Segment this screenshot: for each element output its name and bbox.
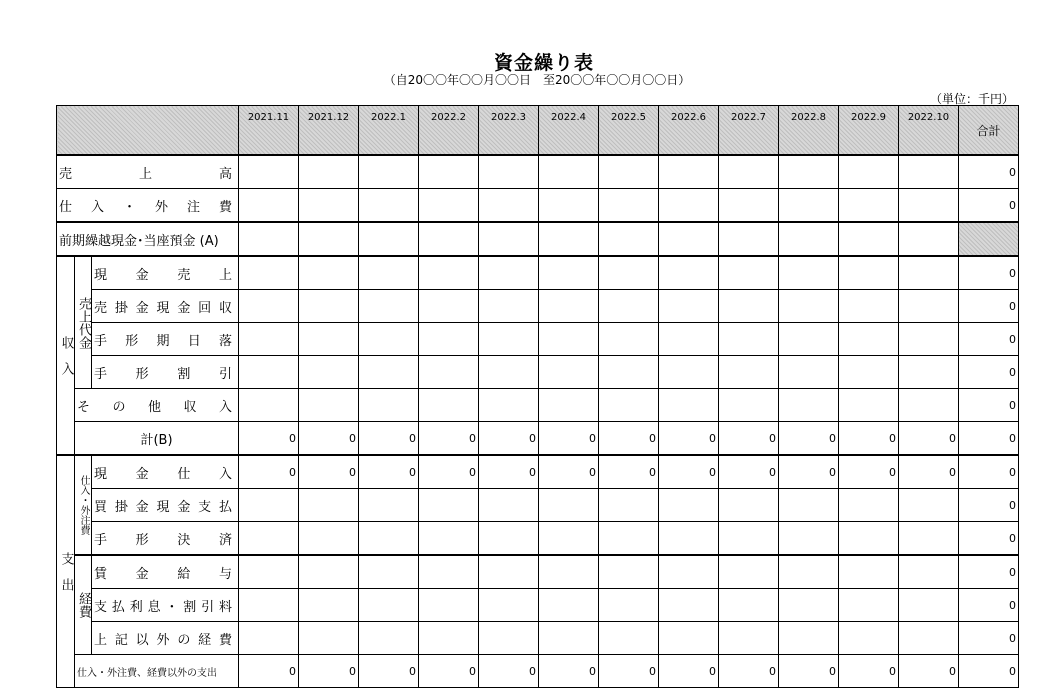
value-cell[interactable]: [419, 356, 479, 389]
value-cell[interactable]: [659, 155, 719, 189]
value-cell[interactable]: [779, 256, 839, 290]
value-cell[interactable]: 0: [359, 655, 419, 688]
value-cell[interactable]: [359, 522, 419, 556]
value-cell[interactable]: [899, 155, 959, 189]
month-header: 2021.12: [299, 106, 359, 156]
value-cell[interactable]: [419, 522, 479, 556]
month-header: 2022.5: [599, 106, 659, 156]
value-cell[interactable]: [539, 489, 599, 522]
value-cell[interactable]: [299, 290, 359, 323]
value-cell[interactable]: [839, 290, 899, 323]
unit-label: （単位：千円）: [929, 92, 1014, 106]
value-cell[interactable]: [299, 589, 359, 622]
value-cell[interactable]: [599, 522, 659, 556]
value-cell[interactable]: [419, 189, 479, 223]
value-cell[interactable]: 0: [899, 655, 959, 688]
value-cell[interactable]: [659, 189, 719, 223]
value-cell[interactable]: 0: [659, 422, 719, 456]
value-cell[interactable]: [899, 522, 959, 556]
value-cell[interactable]: [719, 256, 779, 290]
total-cell[interactable]: 0: [959, 589, 1019, 622]
row-income_total: [57, 422, 1019, 456]
total-cell[interactable]: 0: [959, 522, 1019, 556]
total-cell[interactable]: 0: [959, 555, 1019, 589]
value-cell[interactable]: [539, 522, 599, 556]
value-cell[interactable]: [719, 290, 779, 323]
value-cell[interactable]: [479, 155, 539, 189]
value-cell[interactable]: [419, 290, 479, 323]
row-non_purchase_expense: [57, 655, 1019, 688]
row-other_income: [57, 389, 1019, 422]
value-cell[interactable]: [299, 155, 359, 189]
row-label: 売掛金現金回収: [92, 290, 239, 323]
row-other_expense: [57, 622, 1019, 655]
value-cell[interactable]: 0: [899, 422, 959, 456]
value-cell[interactable]: [299, 555, 359, 589]
value-cell[interactable]: [539, 555, 599, 589]
value-cell[interactable]: [719, 622, 779, 655]
row-purchase: [57, 189, 1019, 223]
month-header: 2022.3: [479, 106, 539, 156]
value-cell[interactable]: [479, 622, 539, 655]
value-cell[interactable]: [599, 356, 659, 389]
value-cell[interactable]: 0: [239, 422, 299, 456]
value-cell[interactable]: [359, 323, 419, 356]
value-cell[interactable]: [599, 589, 659, 622]
value-cell[interactable]: [659, 489, 719, 522]
value-cell[interactable]: [659, 290, 719, 323]
row-label: 手 形 決 済: [92, 522, 239, 556]
value-cell[interactable]: [239, 389, 299, 422]
total-cell[interactable]: 0: [959, 323, 1019, 356]
value-cell[interactable]: [839, 356, 899, 389]
value-cell[interactable]: [779, 290, 839, 323]
period-subtitle: （自20〇〇年〇〇月〇〇日 至20〇〇年〇〇月〇〇日）: [383, 73, 691, 87]
value-cell[interactable]: [539, 256, 599, 290]
value-cell[interactable]: [539, 323, 599, 356]
value-cell[interactable]: [419, 323, 479, 356]
row-label: 現 金 売 上: [92, 256, 239, 290]
month-header: 2022.10: [899, 106, 959, 156]
value-cell[interactable]: [899, 290, 959, 323]
value-cell[interactable]: 0: [539, 422, 599, 456]
value-cell[interactable]: [899, 389, 959, 422]
expense-purchase-group-label: 仕入・外注費: [75, 455, 92, 555]
value-cell[interactable]: [599, 290, 659, 323]
value-cell[interactable]: [779, 222, 839, 256]
row-cash_purchase: [57, 455, 1019, 489]
income-sales-group-label: 売上代金: [75, 256, 92, 389]
value-cell[interactable]: [719, 189, 779, 223]
month-header: 2022.7: [719, 106, 779, 156]
value-cell[interactable]: [359, 389, 419, 422]
value-cell[interactable]: [359, 622, 419, 655]
value-cell[interactable]: 0: [839, 422, 899, 456]
value-cell[interactable]: 0: [479, 455, 539, 489]
value-cell[interactable]: 0: [599, 422, 659, 456]
value-cell[interactable]: [239, 555, 299, 589]
value-cell[interactable]: [839, 489, 899, 522]
value-cell[interactable]: 0: [719, 655, 779, 688]
value-cell[interactable]: [299, 189, 359, 223]
value-cell[interactable]: 0: [719, 455, 779, 489]
value-cell[interactable]: [299, 356, 359, 389]
value-cell[interactable]: [419, 555, 479, 589]
value-cell[interactable]: 0: [239, 455, 299, 489]
value-cell[interactable]: [779, 356, 839, 389]
row-label: 前期繰越現金･当座預金 (A): [57, 222, 239, 256]
value-cell[interactable]: [419, 489, 479, 522]
value-cell[interactable]: [419, 589, 479, 622]
expense-group-label: 経費: [75, 555, 92, 655]
total-cell[interactable]: 0: [959, 155, 1019, 189]
row-label: 現 金 仕 入: [92, 455, 239, 489]
value-cell[interactable]: [659, 256, 719, 290]
value-cell[interactable]: [719, 222, 779, 256]
value-cell[interactable]: [539, 155, 599, 189]
value-cell[interactable]: [899, 323, 959, 356]
value-cell[interactable]: [599, 256, 659, 290]
total-cell[interactable]: [959, 222, 1019, 256]
total-cell[interactable]: 0: [959, 655, 1019, 688]
value-cell[interactable]: [779, 522, 839, 556]
value-cell[interactable]: 0: [239, 655, 299, 688]
value-cell[interactable]: [839, 389, 899, 422]
value-cell[interactable]: [239, 222, 299, 256]
value-cell[interactable]: [359, 589, 419, 622]
value-cell[interactable]: [719, 323, 779, 356]
total-cell[interactable]: 0: [959, 455, 1019, 489]
value-cell[interactable]: [479, 256, 539, 290]
total-cell[interactable]: 0: [959, 489, 1019, 522]
row-label: 買掛金現金支払: [92, 489, 239, 522]
total-cell[interactable]: 0: [959, 389, 1019, 422]
value-cell[interactable]: [719, 489, 779, 522]
value-cell[interactable]: [719, 155, 779, 189]
value-cell[interactable]: [839, 155, 899, 189]
value-cell[interactable]: [599, 489, 659, 522]
value-cell[interactable]: [239, 489, 299, 522]
row-cash_sales: [57, 256, 1019, 290]
value-cell[interactable]: [359, 489, 419, 522]
month-header: 2022.4: [539, 106, 599, 156]
value-cell[interactable]: [779, 323, 839, 356]
total-cell[interactable]: 0: [959, 422, 1019, 456]
value-cell[interactable]: [239, 589, 299, 622]
value-cell[interactable]: [479, 522, 539, 556]
value-cell[interactable]: [779, 489, 839, 522]
value-cell[interactable]: [239, 155, 299, 189]
value-cell[interactable]: 0: [779, 455, 839, 489]
row-label: 賃 金 給 与: [92, 555, 239, 589]
income-section-label: 収 入: [57, 256, 75, 455]
value-cell[interactable]: [779, 555, 839, 589]
value-cell[interactable]: [839, 256, 899, 290]
page-title: 資金繰り表: [493, 52, 594, 74]
value-cell[interactable]: [899, 555, 959, 589]
row-label: 手 形 期 日 落: [92, 323, 239, 356]
value-cell[interactable]: 0: [419, 455, 479, 489]
value-cell[interactable]: [659, 222, 719, 256]
value-cell[interactable]: [239, 522, 299, 556]
row-sales: [57, 155, 1019, 189]
value-cell[interactable]: [539, 222, 599, 256]
value-cell[interactable]: 0: [839, 655, 899, 688]
value-cell[interactable]: [479, 555, 539, 589]
month-header: 2021.11: [239, 106, 299, 156]
month-header: 2022.1: [359, 106, 419, 156]
total-cell[interactable]: 0: [959, 256, 1019, 290]
row-receivable_collection: [57, 290, 1019, 323]
value-cell[interactable]: [299, 622, 359, 655]
value-cell[interactable]: [779, 622, 839, 655]
value-cell[interactable]: [479, 323, 539, 356]
row-wages: [57, 555, 1019, 589]
value-cell[interactable]: 0: [779, 655, 839, 688]
header-corner: [57, 106, 239, 156]
value-cell[interactable]: [239, 323, 299, 356]
value-cell[interactable]: [359, 555, 419, 589]
value-cell[interactable]: [899, 222, 959, 256]
value-cell[interactable]: [659, 622, 719, 655]
value-cell[interactable]: [419, 622, 479, 655]
value-cell[interactable]: 0: [599, 655, 659, 688]
value-cell[interactable]: [299, 389, 359, 422]
value-cell[interactable]: [299, 489, 359, 522]
value-cell[interactable]: [299, 323, 359, 356]
value-cell[interactable]: [479, 389, 539, 422]
value-cell[interactable]: 0: [539, 655, 599, 688]
row-bill_discount: [57, 356, 1019, 389]
value-cell[interactable]: [659, 589, 719, 622]
value-cell[interactable]: 0: [419, 655, 479, 688]
value-cell[interactable]: [539, 589, 599, 622]
value-cell[interactable]: 0: [659, 455, 719, 489]
value-cell[interactable]: [899, 489, 959, 522]
value-cell[interactable]: [419, 155, 479, 189]
value-cell[interactable]: 0: [839, 455, 899, 489]
row-carryover: [57, 222, 1019, 256]
value-cell[interactable]: [479, 356, 539, 389]
row-payable_payment: [57, 489, 1019, 522]
value-cell[interactable]: [659, 522, 719, 556]
value-cell[interactable]: 0: [599, 455, 659, 489]
value-cell[interactable]: [539, 290, 599, 323]
value-cell[interactable]: [899, 589, 959, 622]
value-cell[interactable]: [479, 189, 539, 223]
month-header: 2022.6: [659, 106, 719, 156]
header-row: [57, 106, 1019, 156]
value-cell[interactable]: 0: [899, 455, 959, 489]
value-cell[interactable]: [599, 555, 659, 589]
value-cell[interactable]: [659, 555, 719, 589]
month-header: 2022.8: [779, 106, 839, 156]
value-cell[interactable]: [539, 356, 599, 389]
value-cell[interactable]: [419, 389, 479, 422]
value-cell[interactable]: [899, 356, 959, 389]
value-cell[interactable]: [839, 189, 899, 223]
value-cell[interactable]: [779, 589, 839, 622]
value-cell[interactable]: [659, 389, 719, 422]
cashflow-table: [56, 105, 1019, 688]
value-cell[interactable]: [299, 256, 359, 290]
value-cell[interactable]: [719, 555, 779, 589]
value-cell[interactable]: [599, 155, 659, 189]
row-label: そ の 他 収 入: [75, 389, 239, 422]
value-cell[interactable]: [839, 222, 899, 256]
value-cell[interactable]: [299, 522, 359, 556]
value-cell[interactable]: [599, 389, 659, 422]
total-header: 合計: [959, 106, 1019, 156]
value-cell[interactable]: [419, 222, 479, 256]
value-cell[interactable]: [239, 356, 299, 389]
row-label: 仕 入 ・ 外 注 費: [57, 189, 239, 223]
value-cell[interactable]: 0: [359, 422, 419, 456]
value-cell[interactable]: [899, 622, 959, 655]
value-cell[interactable]: 0: [419, 422, 479, 456]
value-cell[interactable]: [479, 290, 539, 323]
value-cell[interactable]: [899, 256, 959, 290]
value-cell[interactable]: [599, 222, 659, 256]
total-cell[interactable]: 0: [959, 290, 1019, 323]
value-cell[interactable]: [599, 189, 659, 223]
row-bill_settlement: [57, 522, 1019, 556]
value-cell[interactable]: [659, 356, 719, 389]
value-cell[interactable]: [719, 589, 779, 622]
value-cell[interactable]: 0: [659, 655, 719, 688]
value-cell[interactable]: [539, 622, 599, 655]
row-bill_due: [57, 323, 1019, 356]
value-cell[interactable]: [899, 189, 959, 223]
total-cell[interactable]: 0: [959, 356, 1019, 389]
value-cell[interactable]: [479, 589, 539, 622]
value-cell[interactable]: [599, 622, 659, 655]
value-cell[interactable]: [479, 222, 539, 256]
value-cell[interactable]: [239, 189, 299, 223]
value-cell[interactable]: [599, 323, 659, 356]
value-cell[interactable]: [359, 155, 419, 189]
row-label: 売 上 高: [57, 155, 239, 189]
value-cell[interactable]: [839, 589, 899, 622]
value-cell[interactable]: [779, 389, 839, 422]
value-cell[interactable]: [359, 290, 419, 323]
value-cell[interactable]: 0: [779, 422, 839, 456]
value-cell[interactable]: 0: [299, 422, 359, 456]
value-cell[interactable]: [359, 356, 419, 389]
value-cell[interactable]: [539, 189, 599, 223]
value-cell[interactable]: [779, 189, 839, 223]
value-cell[interactable]: [839, 522, 899, 556]
value-cell[interactable]: [359, 256, 419, 290]
total-cell[interactable]: 0: [959, 189, 1019, 223]
value-cell[interactable]: [539, 389, 599, 422]
value-cell[interactable]: [359, 189, 419, 223]
value-cell[interactable]: [239, 622, 299, 655]
value-cell[interactable]: [719, 356, 779, 389]
value-cell[interactable]: [719, 389, 779, 422]
value-cell[interactable]: [839, 622, 899, 655]
expense-section-label: 支 出: [57, 455, 75, 688]
value-cell[interactable]: [779, 155, 839, 189]
row-interest: [57, 589, 1019, 622]
value-cell[interactable]: 0: [539, 455, 599, 489]
row-label: 上記以外の経費: [92, 622, 239, 655]
value-cell[interactable]: 0: [359, 455, 419, 489]
value-cell[interactable]: 0: [479, 655, 539, 688]
value-cell[interactable]: [419, 256, 479, 290]
value-cell[interactable]: [299, 222, 359, 256]
row-label: 仕入・外注費、経費以外の支出: [75, 655, 239, 688]
total-cell[interactable]: 0: [959, 622, 1019, 655]
value-cell[interactable]: [659, 323, 719, 356]
value-cell[interactable]: 0: [299, 455, 359, 489]
month-header: 2022.9: [839, 106, 899, 156]
value-cell[interactable]: [359, 222, 419, 256]
value-cell[interactable]: [839, 555, 899, 589]
row-label: 手 形 割 引: [92, 356, 239, 389]
value-cell[interactable]: 0: [479, 422, 539, 456]
value-cell[interactable]: [839, 323, 899, 356]
row-label: 支払利息・割引料: [92, 589, 239, 622]
value-cell[interactable]: [479, 489, 539, 522]
row-label: 計(B): [75, 422, 239, 456]
value-cell[interactable]: [239, 256, 299, 290]
value-cell[interactable]: [239, 290, 299, 323]
month-header: 2022.2: [419, 106, 479, 156]
value-cell[interactable]: [719, 522, 779, 556]
value-cell[interactable]: 0: [299, 655, 359, 688]
value-cell[interactable]: 0: [719, 422, 779, 456]
